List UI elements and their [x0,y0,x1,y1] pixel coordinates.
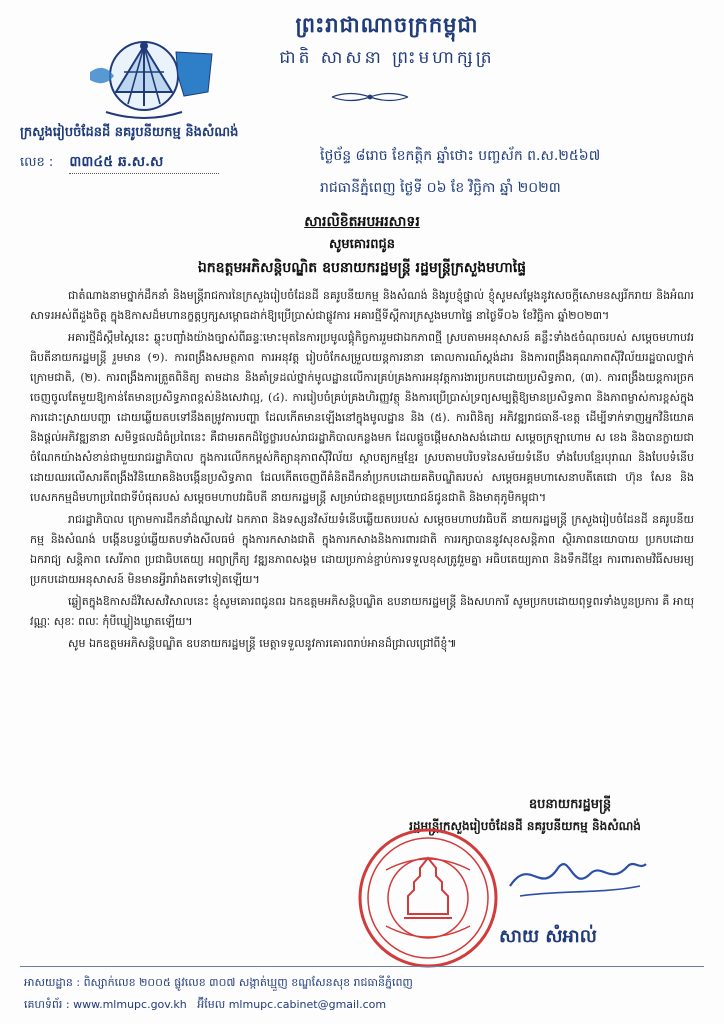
reference-number: ៣៣៤៥ ឆ.ស.ស [69,152,219,174]
handwritten-signature-icon [500,846,650,906]
footer-divider [20,966,704,967]
website-label: គេហទំព័រ [24,998,63,1011]
lunar-date: ថ្ងៃច័ន្ទ ៨រោច ខែកត្តិក ឆ្នាំថោះ បញ្ចស័ក ព.ស.២៥៦៧ [320,148,601,164]
reference-label: លេខ : [20,155,54,170]
body-paragraph-4: ឆ្លៀតក្នុងឱកាសដ៏វិសេសវិសាលនេះ ខ្ញុំសូមគោរពជូនពរ ឯកឧត្តមអភិសន្តិបណ្ឌិត ឧបនាយករដ្ឋមន្ត្រី និងសហការី សូមប្រកបដោយពុទ្ធពរទាំងបួនប្រការ គឺ អាយុ វណ្ណៈ សុខៈ ពលៈ កុំបីឃ្លៀងឃ្លាតឡើយ។ [30,595,694,628]
national-motto: ជាតិ សាសនា ព្រះមហាក្សត្រ [279,48,495,68]
email-label: អ៊ីមែល [197,998,226,1011]
signature-title: ឧបនាយករដ្ឋមន្ត្រី [528,797,612,812]
body-paragraph-5: សូម ឯកឧត្តមអភិសន្តិបណ្ឌិត ឧបនាយករដ្ឋមន្ត្រី មេត្តាទទួលនូវការគោរពរាប់អានដ៏ជ្រាលជ្រៅពីខ្ញុំ៕ [68,637,457,650]
email-link[interactable]: mlmupc.cabinet@gmail.com [228,998,387,1011]
recipient-line: ឯកឧត្តមអភិសន្តិបណ្ឌិត ឧបនាយករដ្ឋមន្ត្រី រដ្ឋមន្ត្រីក្រសួងមហាផ្ទៃ [197,260,527,276]
kingdom-heading: ព្រះរាជាណាចក្រកម្ពុជា [295,12,479,37]
ministry-logo-icon [84,32,218,122]
body-paragraph-2: អគារថ្មីដ៏ស្កឹមស្កៃនេះ ឆ្លុះបញ្ចាំងយ៉ាងច្បាស់ពីឆន្ទៈមោះមុតនៃការប្រមូលផ្តុំកិច្ចការរួមជាឯកភាពថ្មី ស្របតាមអនុសាសន៍ គន្លឹះទាំង៥ចំណុចរបស់ សម្តេចមហាបវរធិបតីនាយករដ្ឋមន្ត្រី រួមមាន (១). ការពង្រឹងសមត្ថភាព ការអនុវត្ត រៀបចំកែសម្រួលយន្តការនានា គោលការណ៍ស្តង់ដារ និងការពង្រឹងគុណភាពស៊ីវិល័យរដ្ឋបាលថ្នាក់ក្រោមជាតិ, (២). ការពង្រឹងការត្រួតពិនិត្យ តាមដាន និងគាំទ្រដល់ថ្នាក់មូលដ្ឋានលើការគ្រប់គ្រងការអនុវត្តការងារប្រកបដោយប្រសិទ្ធភាព, (៣). ការពង្រឹងយន្តការច្រកចេញចូលតែមួយឱ្យកាន់តែមានប្រសិទ្ធភាពខ្ពស់និងសេវាល្អ, (៤). ការរៀបចំគ្រប់គ្រងហិរញ្ញវត្ថុ និងការប្រើប្រាស់ទ្រព្យសម្បត្តិឱ្យមានប្រសិទ្ធភាព និងភាពម្ចាស់ការខ្ពស់ក្នុងការដោះស្រាយបញ្ហា ដោយឆ្លើយតបទៅនឹងតម្រូវការបញ្ហា ដែលកើតមានឡើងនៅក្នុងមូលដ្ឋាន និង (៥). ការពិនិត្យ អភិវឌ្ឍរាជធានី-ខេត្ត ដើម្បីទាក់ទាញអ្នកវិនិយោគ និងផ្តល់អភិវឌ្ឍនានា សមិទ្ធផលដ៏ធំប្រពៃនេះ គឺជាមរតកដ៏ថ្លៃថ្លារបស់រាជរដ្ឋាភិបាលកន្លងមក ដែលផ្តួចផ្តើមសាងសង់ដោយ សម្តេចក្រឡាហោម ស ខេង និងបានក្លាយជាចំណែកយ៉ាងសំខាន់ជាមួយរាជរដ្ឋាភិបាល ក្នុងការលើកកម្ពស់កិត្យានុភាពស៊ីវិល័យ ស្ថាបត្យកម្មខ្មែរ ស្របតាមបរិបទនៃសម័យទំនើប ទាំងបែបខ្មែរបុរាណ និងបែបទំនើប ដោយឈរលើសារតីពង្រឹងវិនិយោគនិងបង្កើនប្រសិទ្ធភាព ដែលកើតចេញពីគំនិតដឹកនាំប្រកបដោយគតិបណ្ឌិតរបស់ សម្តេចអគ្គមហាសេនាបតីតេជោ ហ៊ុន សែន និងបេសកកម្មដ៏មហាប្រពៃជាទីបំផុតរបស់ សម្តេចមហាបវរធិបតី នាយករដ្ឋមន្ត្រី សម្រាប់ជាឧត្តមប្រយោជន៍ជូនជាតិ និងមាតុភូមិកម្ពុជា។ [30,331,694,504]
ministry-name: ក្រសួងរៀបចំដែនដី នគរូបនីយកម្ម និងសំណង់ [20,125,239,140]
letter-title: សារលិខិតអបអរសាទរ [304,214,420,230]
body-paragraph-1: ជាតំណាងនាមថ្នាក់ដឹកនាំ និងមន្ត្រីរាជការនៃក្រសួងរៀបចំដែនដី នគរូបនីយកម្ម និងសំណង់ និងរូបខ្ញុំផ្ទាល់ ខ្ញុំសូមសម្តែងនូវសេចក្តីសោមនស្សរីករាយ និងអំណរសាទរអស់ពីដួងចិត្ត ក្នុងឱកាសដ៏មហានក្ខត្តឫក្សសម្ពោធដាក់ឱ្យប្រើប្រាស់ជាផ្លូវការ អគារថ្មីទីស្តីការក្រសួងមហាផ្ទៃ នាថ្ងៃទី០៦ ខែវិច្ឆិកា ឆ្នាំ២០២៣។ [30,289,694,322]
letterhead [262,12,512,72]
solar-date: រាជធានីភ្នំពេញ ថ្ងៃទី ០៦ ខែ វិច្ឆិកា ឆ្នាំ ២០២៣ [320,180,561,196]
footer [24,972,704,1016]
body-paragraph-3: រាជរដ្ឋាភិបាល ក្រោមការដឹកនាំដ៏ឈ្លាសវៃ ឯកភាព និងទស្សនវិស័យទំនើបឆ្លើយតបរបស់ សម្តេចមហាបវរធិបតី នាយករដ្ឋមន្ត្រី ក្រសួងរៀបចំដែនដី នគរូបនីយកម្ម និងសំណង់ បង្កើនបន្ទប់ឆ្លើយតបទាំងសីលធម៌ ក្នុងការកសាងជាតិ ក្នុងការកសាងនិងការពារជាតិ ការរក្សាបាននូវសុខសន្តិភាព ស្ថិរភាពនយោបាយ ប្រកបដោយឯករាជ្យ សន្តិភាព សេរីភាព ប្រជាធិបតេយ្យ អព្យាក្រឹត្យ វឌ្ឍនភាពសង្គម ដោយប្រកាន់ខ្ជាប់ការទទួលខុសត្រូវរួមគ្នា អធិបតេយ្យភាព និងទឹកដីខ្មែរ ការពារតាមវិធីសមរម្យ ប្រកបដោយអនុសាសន៍ មិនមានអ្វីរារាំងតទៅទៀតឡើយ។ [30,513,694,586]
ornament-divider-icon [330,90,410,104]
reference-line [20,152,219,174]
signature-subtitle: រដ្ឋមន្ត្រីក្រសួងរៀបចំដែនដី នគរូបនីយកម្ម និងសំណង់ [409,819,641,833]
signer-name: សាយ សំអាល់ [499,926,597,947]
letter-body [30,286,694,656]
respect-line: សូមគោរពជូន [328,237,395,252]
footer-contact: គេហទំព័រ : www.mlmupc.gov.kh អ៊ីមែល mlmupc.cabinet@gmail.com [24,998,387,1011]
footer-address: អាសយដ្ឋាន : ពិស្សាក់លេខ ២០០៥ ផ្លូវលេខ ៣០៧ សង្កាត់ឃ្មួញ ខណ្ឌសែនសុខ រាជធានីភ្នំពេញ [24,976,413,989]
website-link[interactable]: www.mlmupc.gov.kh [73,998,187,1011]
